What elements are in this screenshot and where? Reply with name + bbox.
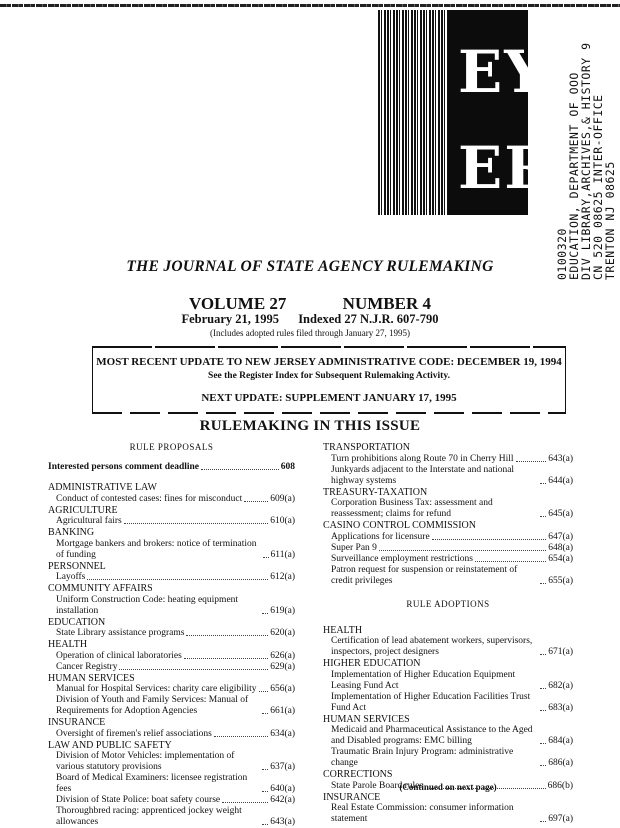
toc-entry[interactable] xyxy=(48,751,295,773)
mailing-label-line: 0100320 xyxy=(555,228,569,280)
toc-entry[interactable] xyxy=(48,795,295,806)
toc-entry[interactable] xyxy=(323,636,573,658)
leader-dots xyxy=(540,654,546,655)
toc-entry-page-ref: 682(a) xyxy=(548,680,573,691)
comment-deadline-text: Interested persons comment deadline xyxy=(48,462,200,472)
agency-heading: HUMAN SERVICES xyxy=(323,713,410,725)
number-label: NUMBER 4 xyxy=(342,294,431,313)
leader-dots xyxy=(262,824,268,825)
toc-entry-title: Manual for Hospital Services: charity care eligibility xyxy=(56,684,257,694)
toc-entry-page-ref: 629(a) xyxy=(270,661,295,672)
leader-dots xyxy=(262,613,268,614)
agency-heading: HEALTH xyxy=(48,639,88,650)
toc-entry[interactable] xyxy=(323,532,573,543)
agency-heading: INSURANCE xyxy=(48,717,106,728)
toc-entry-title: Implementation of Higher Education Equipment Leasing Fund Act xyxy=(331,669,516,691)
agency-heading: HEALTH xyxy=(323,624,363,636)
toc-entry[interactable] xyxy=(323,670,573,692)
toc-entry-page-ref: 634(a) xyxy=(270,728,295,739)
toc-entry-page-ref: 637(a) xyxy=(270,762,295,772)
toc-entry-title: Thoroughbred racing: apprenticed jockey weight allowances xyxy=(56,806,242,827)
leader-dots xyxy=(540,483,546,484)
leader-dots xyxy=(259,691,269,692)
section-title: RULEMAKING IN THIS ISSUE xyxy=(199,418,421,434)
toc-entry-page-ref: 686(b) xyxy=(547,780,573,791)
toc-entry[interactable] xyxy=(48,494,295,505)
toc-entry[interactable] xyxy=(323,454,573,465)
mailing-label-line: CN 520 08625 INTER-OFFICE xyxy=(591,94,605,280)
toc-entry[interactable] xyxy=(48,516,295,527)
masthead-logo xyxy=(378,10,555,215)
leader-dots xyxy=(201,469,279,470)
toc-entry-title: Conduct of contested cases: fines for misconduct xyxy=(56,493,243,504)
update-notice-line3: NEXT UPDATE: SUPPLEMENT JANUARY 17, 1995 xyxy=(201,392,457,404)
toc-entry[interactable] xyxy=(323,565,573,587)
agency-heading: LAW AND PUBLIC SAFETY xyxy=(48,739,172,751)
toc-entry[interactable] xyxy=(323,554,573,565)
leader-dots xyxy=(516,461,547,462)
agency-heading: CASINO CONTROL COMMISSION xyxy=(323,520,476,531)
issue-date: February 21, 1995 xyxy=(181,312,280,326)
proposal-entries-continued xyxy=(323,442,573,587)
leader-dots xyxy=(475,561,546,562)
continued-note: (Continued on next page) xyxy=(399,782,497,792)
toc-entry-page-ref: 671(a) xyxy=(548,647,573,657)
box-bottom-rule xyxy=(92,412,566,414)
toc-entry[interactable] xyxy=(323,725,573,747)
leader-dots xyxy=(222,802,268,803)
update-notice-line2: See the Register Index for Subsequent Rulemaking Activity. xyxy=(208,371,450,381)
toc-entry-page-ref: 645(a) xyxy=(548,509,573,519)
index-range: Indexed 27 N.J.R. 607-790 xyxy=(298,312,439,326)
agency-heading: TRANSPORTATION xyxy=(323,442,410,453)
agency-heading: EDUCATION xyxy=(48,616,106,628)
toc-entry-title: Implementation of Higher Education Facilities Trust Fund Act xyxy=(331,691,531,713)
toc-entry-title: Oversight of firemen's relief associations xyxy=(56,728,212,739)
filing-note: (Includes adopted rules filed through January 27, 1995) xyxy=(210,328,410,338)
toc-entry-title: Turn prohibitions along Route 70 in Cherry Hill xyxy=(331,453,514,464)
toc-entry-title: Division of Youth and Family Services: Manual of Requirements for Adoption Agencies xyxy=(56,695,249,716)
toc-entry[interactable] xyxy=(48,539,295,561)
leader-dots xyxy=(184,658,268,659)
top-border-rule xyxy=(0,4,620,7)
leader-dots xyxy=(540,821,546,822)
comment-deadline-ref: 608 xyxy=(280,462,295,472)
agency-heading: BANKING xyxy=(48,527,95,538)
toc-entry-page-ref: 612(a) xyxy=(270,572,295,582)
toc-entry-page-ref: 686(a) xyxy=(548,758,573,768)
volume-number-line xyxy=(0,294,620,314)
toc-entry[interactable] xyxy=(323,498,573,520)
toc-entry-title: Surveillance employment restrictions xyxy=(331,553,473,564)
toc-entry-title: Division of Motor Vehicles: implementation of various statutory provisions xyxy=(56,751,235,772)
toc-entry-title: Patron request for suspension or reinstatement of credit privileges xyxy=(331,564,518,586)
mailing-label xyxy=(555,18,615,278)
agency-heading: TREASURY-TAXATION xyxy=(323,486,428,498)
toc-entry-title: Uniform Construction Code: heating equipment installation xyxy=(56,594,239,616)
toc-entry-page-ref: 643(a) xyxy=(270,817,295,827)
toc-entry-page-ref: 611(a) xyxy=(270,549,295,560)
toc-entry[interactable] xyxy=(48,572,295,583)
mailing-label-line: EDUCATION, DEPARTMENT OF OOO xyxy=(567,72,581,280)
leader-dots xyxy=(540,743,546,744)
adoption-entries xyxy=(323,625,573,826)
toc-entry-title: Corporation Business Tax: assessment and reassessment; claims for refund xyxy=(331,498,493,519)
toc-entry-title: Layoffs xyxy=(56,572,86,582)
proposals-heading: RULE PROPOSALS xyxy=(129,442,214,452)
leader-dots xyxy=(262,713,268,714)
masthead-letters-top: EY xyxy=(458,38,548,106)
toc-entry[interactable] xyxy=(323,692,573,714)
toc-entry-page-ref: 697(a) xyxy=(548,814,573,824)
leader-dots xyxy=(432,539,547,540)
toc-entry-title: State Library assistance programs xyxy=(56,628,185,638)
toc-entry-page-ref: 656(a) xyxy=(270,684,295,694)
toc-entry-title: Division of State Police: boat safety course xyxy=(56,795,221,805)
toc-entry[interactable] xyxy=(323,543,573,554)
mailing-label-line: TRENTON NJ 08625 xyxy=(603,161,617,280)
toc-entry-page-ref: 609(a) xyxy=(270,493,295,504)
toc-entry[interactable] xyxy=(48,595,295,617)
toc-entry[interactable] xyxy=(48,651,295,662)
toc-entry-title: Certification of lead abatement workers, supervisors, inspectors, project designers xyxy=(331,636,533,657)
toc-entry-page-ref: 655(a) xyxy=(548,575,573,586)
toc-entry[interactable] xyxy=(323,465,573,487)
toc-entry-title: Operation of clinical laboratories xyxy=(56,650,182,661)
leader-dots xyxy=(540,710,546,711)
comment-deadline-entry[interactable] xyxy=(48,462,295,473)
toc-entry-page-ref: 648(a) xyxy=(548,542,573,553)
proposal-entries xyxy=(48,482,295,828)
update-notice-line1: MOST RECENT UPDATE TO NEW JERSEY ADMINISTRATIVE CODE: DECEMBER 19, 1994 xyxy=(96,356,562,368)
agency-heading: INSURANCE xyxy=(323,791,381,803)
leader-dots xyxy=(119,669,268,670)
toc-entry-page-ref: 661(a) xyxy=(270,706,295,716)
leader-dots xyxy=(262,769,268,770)
toc-entry-page-ref: 683(a) xyxy=(548,702,573,713)
toc-entry-title: Mortgage bankers and brokers: notice of termination of funding xyxy=(56,538,257,560)
agency-heading: HUMAN SERVICES xyxy=(48,672,135,684)
toc-entry-title: Traumatic Brain Injury Program: administrative change xyxy=(331,747,514,768)
toc-entry-title: Agricultural fairs xyxy=(56,516,122,526)
toc-entry-page-ref: 684(a) xyxy=(548,736,573,746)
leader-dots xyxy=(540,688,546,689)
toc-entry[interactable] xyxy=(48,773,295,795)
leader-dots xyxy=(124,523,269,524)
toc-entry[interactable] xyxy=(48,684,295,695)
agency-heading: PERSONNEL xyxy=(48,560,106,572)
agency-heading: AGRICULTURE xyxy=(48,504,118,516)
toc-entry-title: Medicaid and Pharmaceutical Assistance to the Aged and Disabled programs: EMC billing xyxy=(331,725,533,746)
toc-entry-page-ref: 643(a) xyxy=(548,453,573,464)
right-column xyxy=(323,442,573,825)
toc-entry[interactable] xyxy=(48,806,295,828)
leader-dots xyxy=(263,557,269,558)
toc-entry-page-ref: 647(a) xyxy=(548,531,573,542)
toc-entry-page-ref: 654(a) xyxy=(548,553,573,564)
agency-heading: HIGHER EDUCATION xyxy=(323,658,421,669)
toc-entry-page-ref: 642(a) xyxy=(270,795,295,805)
agency-heading: CORRECTIONS xyxy=(323,769,393,780)
toc-entry[interactable] xyxy=(48,662,295,673)
leader-dots xyxy=(214,736,268,737)
toc-entry-title: Cancer Registry xyxy=(56,661,118,672)
issue-date-line xyxy=(0,312,620,327)
leader-dots xyxy=(540,516,546,517)
leader-dots xyxy=(379,550,546,551)
masthead-letters-bottom: ER xyxy=(458,134,555,202)
toc-entry-page-ref: 644(a) xyxy=(548,475,573,486)
toc-entry-title: Super Pan 9 xyxy=(331,542,377,553)
volume-label: VOLUME 27 xyxy=(189,294,287,313)
toc-entry-title: State Parole Board rules xyxy=(331,780,424,791)
agency-heading: ADMINISTRATIVE LAW xyxy=(48,482,157,493)
toc-entry-title: Junkyards adjacent to the Interstate and national highway systems xyxy=(331,464,515,486)
left-column xyxy=(48,442,295,828)
leader-dots xyxy=(87,579,268,580)
toc-entry[interactable] xyxy=(48,628,295,639)
toc-entry-page-ref: 619(a) xyxy=(270,605,295,616)
leader-dots xyxy=(540,583,546,584)
adoptions-heading: RULE ADOPTIONS xyxy=(406,598,490,609)
agency-heading: COMMUNITY AFFAIRS xyxy=(48,583,153,594)
mailing-label-line: DIV LIBRARY,ARCHIVES,& HISTORY 9 xyxy=(579,42,593,280)
leader-dots xyxy=(244,501,268,502)
toc-entry[interactable] xyxy=(323,747,573,769)
toc-entry-page-ref: 640(a) xyxy=(270,784,295,794)
toc-entry[interactable] xyxy=(48,729,295,740)
toc-entry-page-ref: 620(a) xyxy=(270,628,295,638)
leader-dots xyxy=(186,635,268,636)
toc-entry-title: Applications for licensure xyxy=(331,531,430,542)
toc-entry-title: Board of Medical Examiners: licensee registration fees xyxy=(56,773,248,794)
leader-dots xyxy=(540,765,546,766)
toc-entry[interactable] xyxy=(48,695,295,717)
leader-dots xyxy=(262,791,268,792)
toc-entry[interactable] xyxy=(323,803,573,825)
toc-entry-title: Real Estate Commission: consumer information statement xyxy=(331,803,514,824)
toc-entry-page-ref: 626(a) xyxy=(270,650,295,661)
journal-title: THE JOURNAL OF STATE AGENCY RULEMAKING xyxy=(126,258,494,275)
toc-entry-page-ref: 610(a) xyxy=(270,516,295,526)
update-notice-box xyxy=(92,346,566,413)
